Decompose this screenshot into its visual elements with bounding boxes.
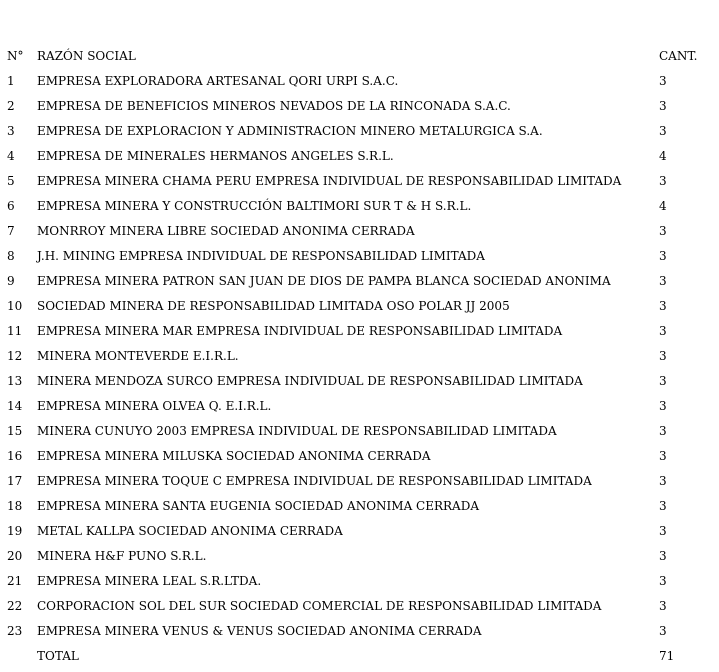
table-row [0, 594, 719, 619]
row-number: 2 [7, 99, 15, 113]
company-name: EMPRESA DE EXPLORACION Y ADMINISTRACION MINERO METALURGICA S.A. [37, 124, 543, 138]
company-name: EMPRESA MINERA CHAMA PERU EMPRESA INDIVIDUAL DE RESPONSABILIDAD LIMITADA [37, 174, 622, 188]
row-number: 12 [7, 349, 23, 363]
row-quantity: 3 [659, 124, 667, 138]
row-quantity: 3 [659, 324, 667, 338]
row-quantity: 3 [659, 599, 667, 613]
company-name: EMPRESA MINERA VENUS & VENUS SOCIEDAD ANONIMA CERRADA [37, 624, 482, 638]
company-name: EMPRESA MINERA LEAL S.R.LTDA. [37, 574, 262, 588]
company-name: MINERA MONTEVERDE E.I.R.L. [37, 349, 239, 363]
total-number-empty [0, 644, 37, 669]
row-quantity: 3 [659, 574, 667, 588]
row-quantity: 3 [659, 524, 667, 538]
company-name: SOCIEDAD MINERA DE RESPONSABILIDAD LIMITADA OSO POLAR JJ 2005 [37, 299, 510, 313]
table-row [0, 344, 719, 369]
row-quantity: 3 [659, 174, 667, 188]
row-number: 15 [7, 424, 23, 438]
row-quantity: 3 [659, 299, 667, 313]
row-number: 11 [7, 324, 23, 338]
company-name: EMPRESA MINERA SANTA EUGENIA SOCIEDAD ANONIMA CERRADA [37, 499, 480, 513]
row-number: 3 [7, 124, 15, 138]
company-name: MONRROY MINERA LIBRE SOCIEDAD ANONIMA CERRADA [37, 224, 415, 238]
company-name: MINERA CUNUYO 2003 EMPRESA INDIVIDUAL DE RESPONSABILIDAD LIMITADA [37, 424, 557, 438]
table-body [0, 44, 719, 669]
row-number: 6 [7, 199, 15, 213]
row-number: 14 [7, 399, 23, 413]
header-row [0, 44, 719, 69]
table-row [0, 544, 719, 569]
row-quantity: 4 [659, 199, 667, 213]
row-number: 17 [7, 474, 23, 488]
table-row [0, 419, 719, 444]
table-row [0, 194, 719, 219]
table-row [0, 494, 719, 519]
company-name: CORPORACION SOL DEL SUR SOCIEDAD COMERCIAL DE RESPONSABILIDAD LIMITADA [37, 599, 602, 613]
company-name: EMPRESA EXPLORADORA ARTESANAL QORI URPI S.A.C. [37, 74, 399, 88]
row-number: 19 [7, 524, 23, 538]
row-quantity: 3 [659, 399, 667, 413]
table-row [0, 119, 719, 144]
row-quantity: 4 [659, 149, 667, 163]
row-quantity: 3 [659, 99, 667, 113]
table-row [0, 319, 719, 344]
table-row [0, 144, 719, 169]
row-number: 18 [7, 499, 23, 513]
row-quantity: 3 [659, 349, 667, 363]
table-row [0, 519, 719, 544]
header-quantity: CANT. [659, 49, 698, 63]
table-row [0, 94, 719, 119]
header-number: N° [7, 49, 24, 63]
total-value: 71 [659, 649, 675, 663]
company-name: EMPRESA MINERA MAR EMPRESA INDIVIDUAL DE RESPONSABILIDAD LIMITADA [37, 324, 563, 338]
total-label: TOTAL [37, 649, 79, 663]
table-row [0, 444, 719, 469]
table-row [0, 219, 719, 244]
table-row [0, 294, 719, 319]
row-number: 22 [7, 599, 23, 613]
company-name: MINERA MENDOZA SURCO EMPRESA INDIVIDUAL DE RESPONSABILIDAD LIMITADA [37, 374, 583, 388]
row-quantity: 3 [659, 499, 667, 513]
row-quantity: 3 [659, 424, 667, 438]
company-name: J.H. MINING EMPRESA INDIVIDUAL DE RESPONSABILIDAD LIMITADA [37, 249, 485, 263]
row-quantity: 3 [659, 549, 667, 563]
company-name: EMPRESA MINERA PATRON SAN JUAN DE DIOS DE PAMPA BLANCA SOCIEDAD ANONIMA [37, 274, 611, 288]
row-quantity: 3 [659, 274, 667, 288]
row-number: 1 [7, 74, 15, 88]
row-quantity: 3 [659, 224, 667, 238]
table-row [0, 394, 719, 419]
table-row [0, 569, 719, 594]
row-number: 23 [7, 624, 23, 638]
company-name: EMPRESA MINERA OLVEA Q. E.I.R.L. [37, 399, 272, 413]
company-name: EMPRESA DE BENEFICIOS MINEROS NEVADOS DE LA RINCONADA S.A.C. [37, 99, 511, 113]
row-number: 20 [7, 549, 23, 563]
header-name: RAZÓN SOCIAL [37, 49, 136, 63]
row-number: 21 [7, 574, 23, 588]
company-name: MINERA H&F PUNO S.R.L. [37, 549, 207, 563]
row-quantity: 3 [659, 449, 667, 463]
row-number: 4 [7, 149, 15, 163]
row-quantity: 3 [659, 374, 667, 388]
row-number: 10 [7, 299, 23, 313]
row-number: 13 [7, 374, 23, 388]
table-row [0, 169, 719, 194]
table-row [0, 244, 719, 269]
row-quantity: 3 [659, 624, 667, 638]
table-row [0, 619, 719, 644]
company-name: EMPRESA MINERA MILUSKA SOCIEDAD ANONIMA CERRADA [37, 449, 431, 463]
total-row [0, 644, 719, 669]
row-quantity: 3 [659, 74, 667, 88]
row-number: 5 [7, 174, 15, 188]
table-row [0, 369, 719, 394]
company-name: METAL KALLPA SOCIEDAD ANONIMA CERRADA [37, 524, 343, 538]
table-row [0, 69, 719, 94]
row-number: 7 [7, 224, 15, 238]
table-row [0, 269, 719, 294]
row-number: 16 [7, 449, 23, 463]
row-quantity: 3 [659, 474, 667, 488]
row-number: 8 [7, 249, 15, 263]
company-name: EMPRESA MINERA TOQUE C EMPRESA INDIVIDUAL DE RESPONSABILIDAD LIMITADA [37, 474, 592, 488]
row-quantity: 3 [659, 249, 667, 263]
row-number: 9 [7, 274, 15, 288]
table-row [0, 469, 719, 494]
company-name: EMPRESA MINERA Y CONSTRUCCIÓN BALTIMORI SUR T & H S.R.L. [37, 199, 472, 213]
companies-table [0, 44, 719, 669]
company-name: EMPRESA DE MINERALES HERMANOS ANGELES S.R.L. [37, 149, 394, 163]
